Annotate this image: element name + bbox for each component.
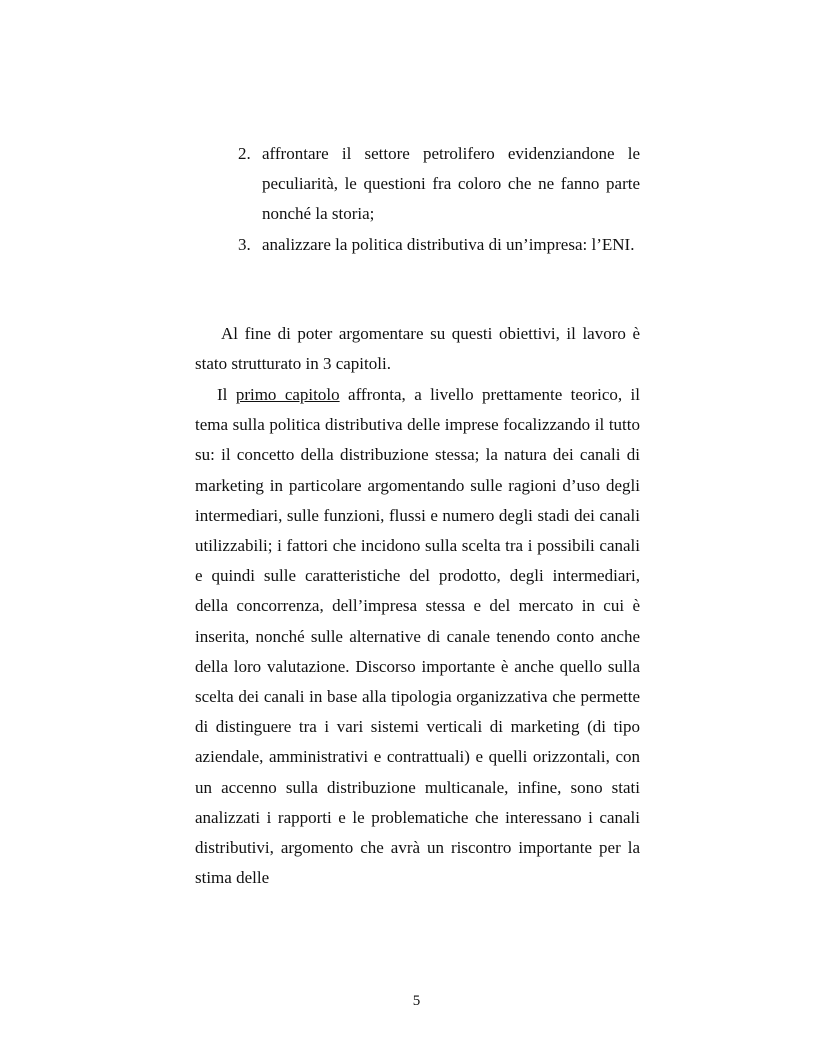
list-item-text: analizzare la politica distributiva di un’impresa: l’ENI. bbox=[262, 234, 635, 254]
paragraph-body: affronta, a livello prettamente teorico, il tema sulla politica distributiva delle imprese focalizzando il tutto su: il concetto della distribuzione stessa; la natura dei canali di marketing in particolare argomentando sulle ragioni d’uso degli intermediari, sulle funzioni, flussi e numero degli stadi dei canali utilizzabili; i fattori che incidono sulla scelta tra i possibili canali e quindi sulle caratteristiche del prodotto, degli intermediari, della concorrenza, dell’impresa stessa e del mercato in cui è inserita, nonché sulle alternative di canale tenendo conto anche della loro valutazione. Discorso importante è anche quello sulla scelta dei canali in base alla tipologia organizzativa che permette di distinguere tra i vari sistemi verticali di marketing (di tipo aziendale, amministrativi e contrattuali) e quelli orizzontali, con un accenno sulla distribuzione multicanale, infine, sono stati analizzati i rapporti e le problematiche che interessano i canali distributivi, argomento che avrà un riscontro importante per la stima delle bbox=[195, 385, 640, 888]
objectives-list bbox=[238, 139, 640, 260]
list-item bbox=[238, 139, 640, 230]
paragraph-lead: Il bbox=[217, 385, 236, 404]
list-item bbox=[238, 230, 640, 260]
paragraph-structure: Al fine di poter argomentare su questi obiettivi, il lavoro è stato strutturato in 3 capitoli. bbox=[195, 324, 640, 374]
paragraph-first-chapter bbox=[195, 380, 640, 893]
page-number: 5 bbox=[412, 993, 421, 1009]
underlined-term: primo capitolo bbox=[235, 385, 340, 404]
list-item-number: 2. bbox=[238, 144, 251, 163]
list-item-number: 3. bbox=[238, 234, 251, 254]
list-item-text: affrontare il settore petrolifero evidenziandone le peculiarità, le questioni fra coloro che ne fanno parte nonché la storia; bbox=[262, 144, 640, 224]
